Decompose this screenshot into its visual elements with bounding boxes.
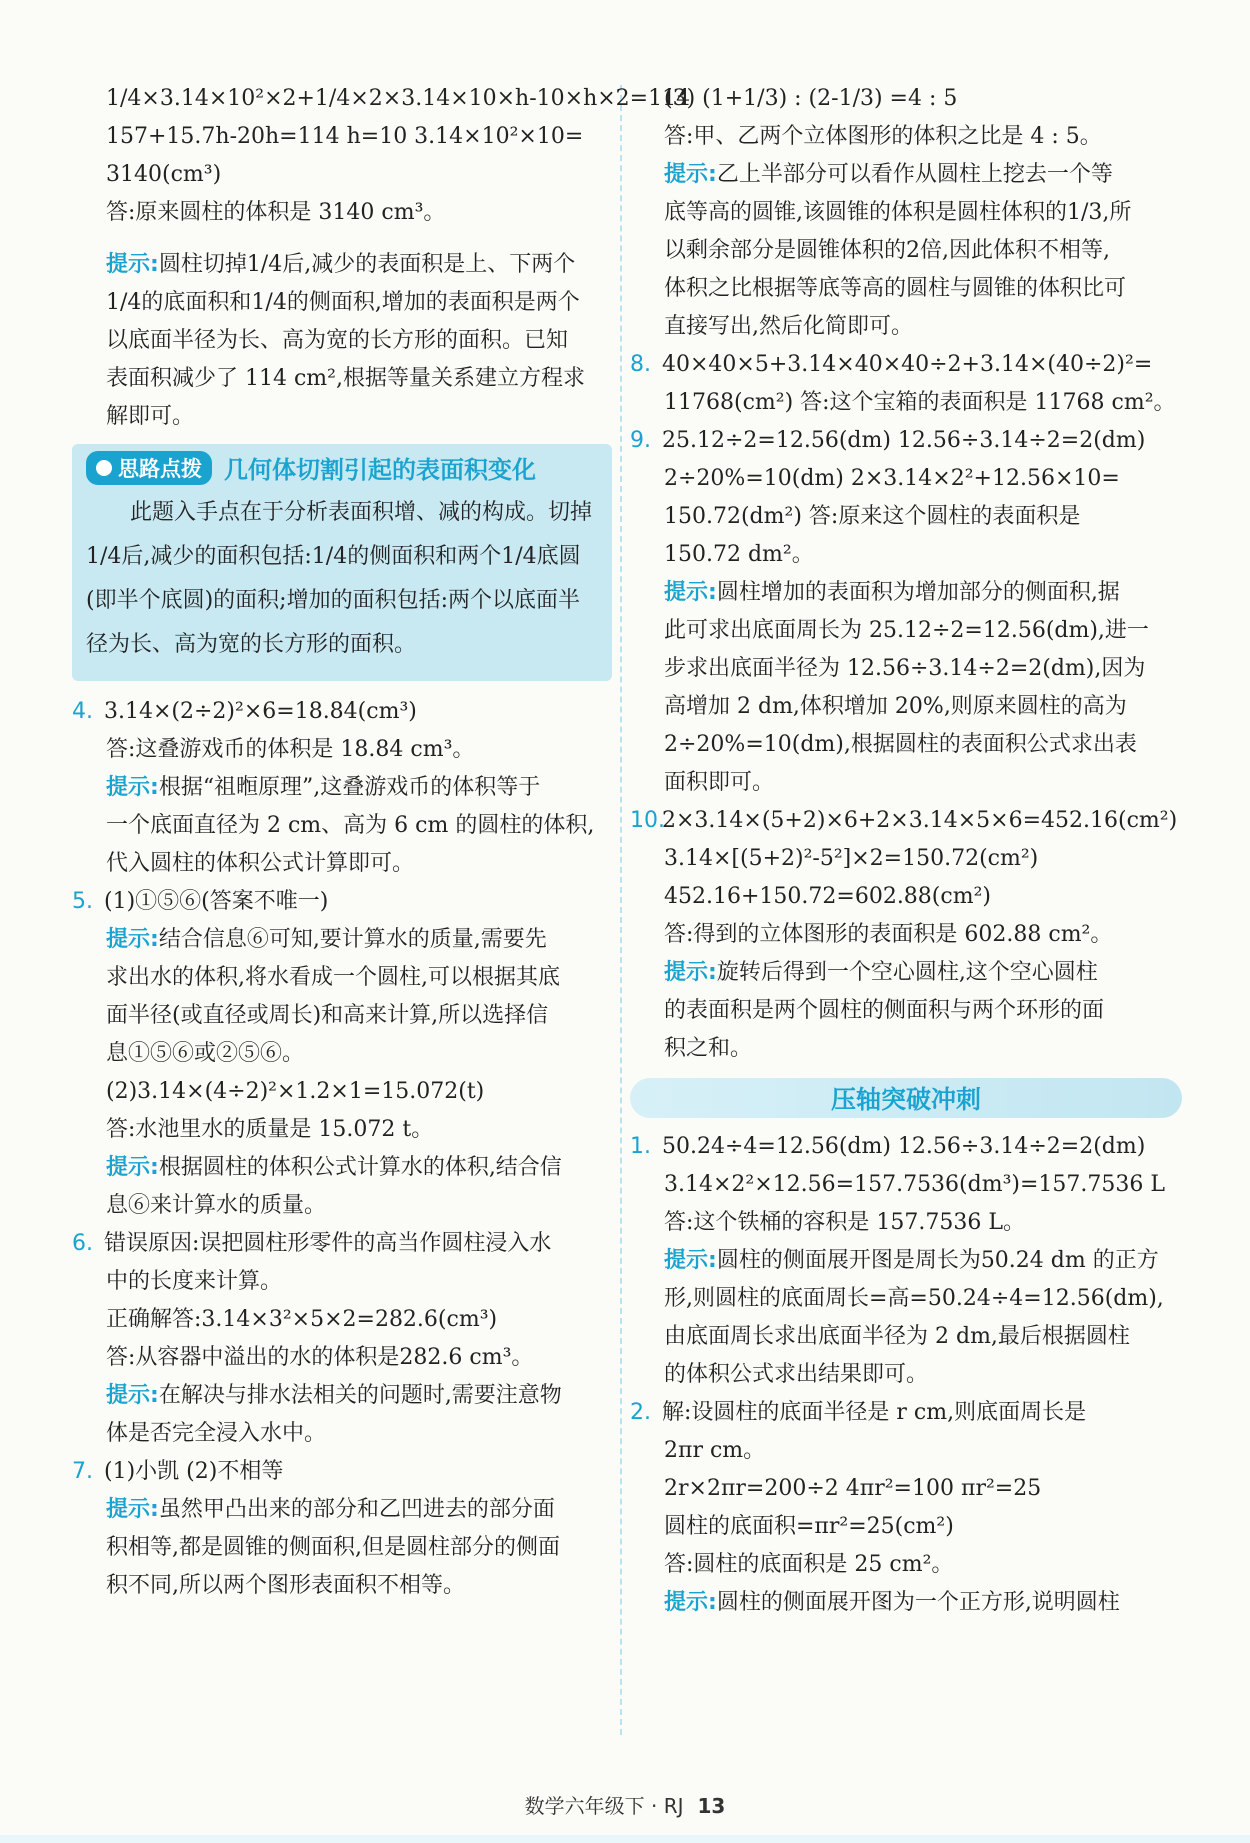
hint-line: 提示:圆柱的侧面展开图为一个正方形,说明圆柱 [664, 1590, 1120, 1615]
hint-line: 提示:虽然甲凸出来的部分和乙凹进去的部分面 [106, 1497, 555, 1522]
hint-line: 的体积公式求出结果即可。 [664, 1362, 929, 1387]
hint-line: 提示:圆柱切掉1/4后,减少的表面积是上、下两个 [106, 252, 576, 277]
tip-box [72, 444, 612, 681]
text-line: (2)3.14×(4÷2)²×1.2×1=15.072(t) [106, 1079, 485, 1104]
hint-line: 提示:根据“祖暅原理”,这叠游戏币的体积等于 [106, 775, 541, 800]
hint-line: 积之和。 [664, 1036, 753, 1061]
text-line: 圆柱的底面积=πr²=25(cm²) [664, 1514, 954, 1539]
text-line: 3.14×2²×12.56=157.7536(dm³)=157.7536 L [664, 1172, 1165, 1197]
text-line: 1/4×3.14×10²×2+1/4×2×3.14×10×h-10×h×2=114 [106, 86, 691, 111]
question-number: 4. [72, 699, 93, 724]
right-column: (3) (1+1/3) : (2-1/3) =4 : 5 答:甲、乙两个立体图形的体积之比是 4 : 5。 提示:乙上半部分可以看作从圆柱上挖去一个等 底等高的圆锥,该圆锥的体积是圆柱体积的1/3,所 以剩余部分是圆锥体积的2倍,因此体积不相等, 体积之比根据等底等高的圆柱与圆锥的体积比可 直接写出,然后化简即可。 8. 40×40×5+3.14×40×40÷2+3.14×(40÷2)²= 11768(cm²) 答:这个宝箱的表面积是 11768 cm²。 9. 25.12÷2=12.56(dm) 12.56÷3.14÷2=2(dm) 2÷20%=10(dm) 2×3.14×2²+12.56×10= 150.72(dm²) 答:原来这个圆柱的表面积是 150.72 dm²。 提示:圆柱增加的表面积为增加部分的侧面积,据 此可求出底面周长为 25.12÷2=12.56(dm),进一 步求出底面半径为 12.56÷3.14÷2=2(dm),因为 高增加 2 dm,体积增加 20%,则原来圆柱的高为 2÷20%=10(dm),根据圆柱的表面积公式求出表 面积即可。 10.2×3.14×(5+2)×6+2×3.14×5×6=452.16(cm²) 3.14×[(5+2)²-5²]×2=150.72(cm²) 452.16+150.72=602.88(cm²) 答:得到的立体图形的表面积是 602.88 cm²。 提示:旋转后得到一个空心圆柱,这个空心圆柱 的表面积是两个圆柱的侧面积与两个环形的面 积之和。 压轴突破冲刺 1. 50.24÷4=12.56(dm) 12.56÷3.14÷2=2(dm) 3.14×2²×12.56=157.7536(dm³)=157.7536 L 答:这个铁桶的容积是 157.7536 L。 提示:圆柱的侧面展开图是周长为50.24 dm 的正方 形,则圆柱的底面周长=高=50.24÷4=12.56(dm), 由底面周长求出底面半径为 2 dm,最后根据圆柱 的体积公式求出结果即可。 2. 解:设圆柱的底面半径是 r cm,则底面周长是 2πr cm。 2r×2πr=200÷2 4πr²=100 πr²=25 圆柱的底面积=πr²=25(cm²) 答:圆柱的底面积是 25 cm²。 提示:圆柱的侧面展开图为一个正方形,说明圆柱 [630, 80, 1182, 1622]
hint-line: 以底面半径为长、高为宽的长方形的面积。已知 [106, 328, 569, 353]
tip-title: 几何体切割引起的表面积变化 [224, 456, 536, 484]
text-line: 452.16+150.72=602.88(cm²) [664, 884, 991, 909]
hint-line: 的表面积是两个圆柱的侧面积与两个环形的面 [664, 998, 1105, 1023]
text-line: 2πr cm。 [664, 1438, 766, 1463]
answer-line: 答:圆柱的底面积是 25 cm²。 [664, 1552, 954, 1577]
hint-line: 2÷20%=10(dm),根据圆柱的表面积公式求出表 [664, 732, 1137, 757]
text-line: 3.14×[(5+2)²-5²]×2=150.72(cm²) [664, 846, 1039, 871]
hint-line: 提示:结合信息⑥可知,要计算水的质量,需要先 [106, 927, 547, 952]
answer-line: 答:甲、乙两个立体图形的体积之比是 4 : 5。 [664, 124, 1102, 149]
question-number: 6. [72, 1231, 93, 1256]
hint-line: 求出水的体积,将水看成一个圆柱,可以根据其底 [106, 965, 560, 990]
hint-line: 面半径(或直径或周长)和高来计算,所以选择信 [106, 1003, 549, 1028]
answer-line: 答:这个铁桶的容积是 157.7536 L。 [664, 1210, 1025, 1235]
text-line: 11768(cm²) 答:这个宝箱的表面积是 11768 cm²。 [664, 390, 1176, 415]
hint-line: 提示:乙上半部分可以看作从圆柱上挖去一个等 [664, 162, 1113, 187]
hint-line: 提示:圆柱的侧面展开图是周长为50.24 dm 的正方 [664, 1248, 1159, 1273]
hint-line: 解即可。 [106, 404, 195, 429]
hint-line: 体积之比根据等底等高的圆柱与圆锥的体积比可 [664, 276, 1127, 301]
lightbulb-icon [96, 460, 112, 476]
hint-line: 由底面周长求出底面半径为 2 dm,最后根据圆柱 [664, 1324, 1130, 1349]
text-line: 157+15.7h-20h=114 h=10 3.14×10²×10= [106, 124, 584, 149]
hint-line: 提示:旋转后得到一个空心圆柱,这个空心圆柱 [664, 960, 1098, 985]
tip-body: 此题入手点在于分析表面积增、减的构成。切掉1/4后,减少的面积包括:1/4的侧面积和两个1/4底圆(即半个底圆)的面积;增加的面积包括:两个以底面半径为长、高为宽的长方形的面积。 [86, 500, 593, 657]
hint-line: 此可求出底面周长为 25.12÷2=12.56(dm),进一 [664, 618, 1149, 643]
question-number: 8. [630, 352, 651, 377]
question-number: 7. [72, 1459, 93, 1484]
text-line: 中的长度来计算。 [106, 1269, 283, 1294]
text-line: 2r×2πr=200÷2 4πr²=100 πr²=25 [664, 1476, 1042, 1501]
hint-line: 体是否完全浸入水中。 [106, 1421, 327, 1446]
text-line: 正确解答:3.14×3²×5×2=282.6(cm³) [106, 1307, 498, 1332]
section-header [630, 1078, 1182, 1118]
answer-line: 答:水池里水的质量是 15.072 t。 [106, 1117, 434, 1142]
hint-line: 直接写出,然后化简即可。 [664, 314, 913, 339]
hint-line: 积相等,都是圆锥的侧面积,但是圆柱部分的侧面 [106, 1535, 560, 1560]
footer-subject: 数学六年级下 · RJ [524, 1794, 684, 1818]
hint-line: 形,则圆柱的底面周长=高=50.24÷4=12.56(dm), [664, 1286, 1164, 1311]
hint-line: 以剩余部分是圆锥体积的2倍,因此体积不相等, [664, 238, 1110, 263]
text-line: (3) (1+1/3) : (2-1/3) =4 : 5 [664, 86, 958, 111]
hint-line: 息⑥来计算水的质量。 [106, 1193, 327, 1218]
text-line: 3140(cm³) [106, 162, 222, 187]
text-line: 150.72 dm²。 [664, 542, 814, 567]
hint-line: 高增加 2 dm,体积增加 20%,则原来圆柱的高为 [664, 694, 1127, 719]
page-number: 13 [697, 1794, 726, 1818]
bottom-strip [0, 1835, 1250, 1843]
left-column: 1/4×3.14×10²×2+1/4×2×3.14×10×h-10×h×2=114 157+15.7h-20h=114 h=10 3.14×10²×10= 3140(cm³) 答:原来圆柱的体积是 3140 cm³。 提示:圆柱切掉1/4后,减少的表面积是上、下两个 1/4的底面积和1/4的侧面积,增加的表面积是两个 以底面半径为长、高为宽的长方形的面积。已知 表面积减少了 114 cm²,根据等量关系建立方程求 解即可。 思路点拨 几何体切割引起的表面积变化 此题入手点在于分析表面积增、减的构成。切掉1/4后,减少的面积包括:1/4的侧面积和两个1/4底圆(即半个底圆)的面积;增加的面积包括:两个以底面半径为长、高为宽的长方形的面积。 4. 3.14×(2÷2)²×6=18.84(cm³) 答:这叠游戏币的体积是 18.84 cm³。 提示:根据“祖暅原理”,这叠游戏币的体积等于 一个底面直径为 2 cm、高为 6 cm 的圆柱的体积, 代入圆柱的体积公式计算即可。 5. (1)①⑤⑥(答案不唯一) 提示:结合信息⑥可知,要计算水的质量,需要先 求出水的体积,将水看成一个圆柱,可以根据其底 面半径(或直径或周长)和高来计算,所以选择信 息①⑤⑥或②⑤⑥。 (2)3.14×(4÷2)²×1.2×1=15.072(t) 答:水池里水的质量是 15.072 t。 提示:根据圆柱的体积公式计算水的体积,结合信 息⑥来计算水的质量。 6. 错误原因:误把圆柱形零件的高当作圆柱浸入水 中的长度来计算。 正确解答:3.14×3²×5×2=282.6(cm³) 答:从容器中溢出的水的体积是282.6 cm³。 提示:在解决与排水法相关的问题时,需要注意物 体是否完全浸入水中。 7. (1)小凯 (2)不相等 提示:虽然甲凸出来的部分和乙凹进去的部分面 积相等,都是圆锥的侧面积,但是圆柱部分的侧面 积不同,所以两个图形表面积不相等。 [72, 80, 612, 1605]
hint-line: 步求出底面半径为 12.56÷3.14÷2=2(dm),因为 [664, 656, 1146, 681]
answer-line: 答:得到的立体图形的表面积是 602.88 cm²。 [664, 922, 1113, 947]
hint-line: 提示:在解决与排水法相关的问题时,需要注意物 [106, 1383, 562, 1408]
tip-tag: 思路点拨 [86, 451, 212, 485]
hint-line: 提示:圆柱增加的表面积为增加部分的侧面积,据 [664, 580, 1120, 605]
answer-line: 答:这叠游戏币的体积是 18.84 cm³。 [106, 737, 475, 762]
question-number: 2. [630, 1400, 651, 1425]
hint-line: 一个底面直径为 2 cm、高为 6 cm 的圆柱的体积, [106, 813, 595, 838]
text-line: 150.72(dm²) 答:原来这个圆柱的表面积是 [664, 504, 1081, 529]
hint-line: 积不同,所以两个图形表面积不相等。 [106, 1573, 465, 1598]
page-footer [0, 1790, 1250, 1819]
answer-line: 答:从容器中溢出的水的体积是282.6 cm³。 [106, 1345, 534, 1370]
hint-line: 提示:根据圆柱的体积公式计算水的体积,结合信 [106, 1155, 562, 1180]
hint-line: 代入圆柱的体积公式计算即可。 [106, 851, 415, 876]
answer-line: 答:原来圆柱的体积是 3140 cm³。 [106, 200, 446, 225]
question-number: 10. [630, 808, 665, 833]
question-number: 1. [630, 1134, 651, 1159]
column-divider [620, 85, 622, 1735]
hint-line: 1/4的底面积和1/4的侧面积,增加的表面积是两个 [106, 290, 580, 315]
section-title: 压轴突破冲刺 [830, 1085, 981, 1114]
hint-line: 面积即可。 [664, 770, 775, 795]
question-number: 5. [72, 889, 93, 914]
hint-label: 提示: [106, 252, 159, 277]
text-line: 2÷20%=10(dm) 2×3.14×2²+12.56×10= [664, 466, 1120, 491]
hint-line: 底等高的圆锥,该圆锥的体积是圆柱体积的1/3,所 [664, 200, 1132, 225]
question-number: 9. [630, 428, 651, 453]
hint-line: 表面积减少了 114 cm²,根据等量关系建立方程求 [106, 366, 585, 391]
hint-line: 息①⑤⑥或②⑤⑥。 [106, 1041, 305, 1066]
